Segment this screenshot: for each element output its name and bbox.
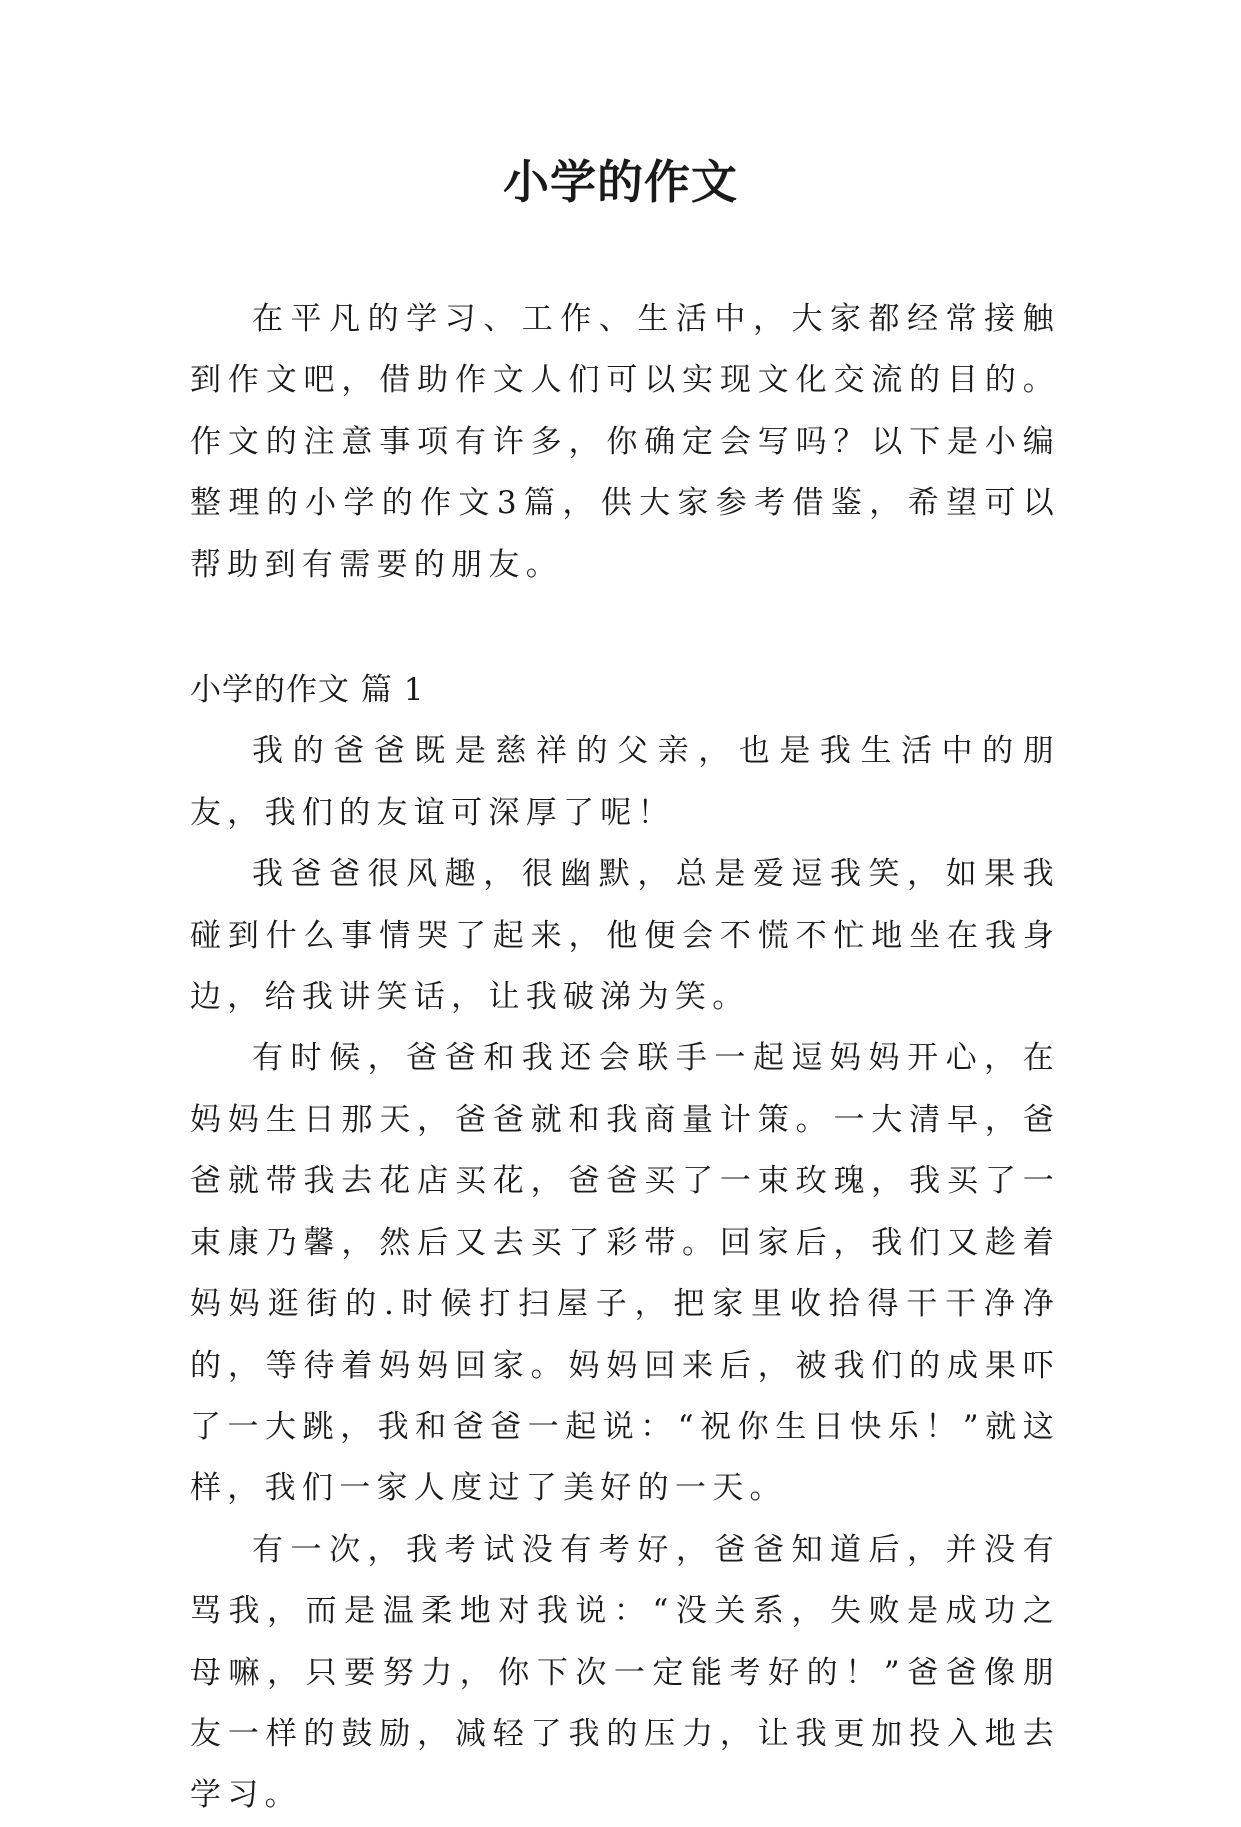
document-title: 小学的作文: [503, 155, 738, 209]
body-paragraph: 有时候，爸爸和我还会联手一起逗妈妈开心，在妈妈生日那天，爸爸就和我商量计策。一大清早，爸爸就带我去花店买花，爸爸买了一束玫瑰，我买了一束康乃馨，然后又去买了彩带。回家后，我们又趁着妈妈逛街的.时候打扫屋子，把家里收拾得干干净净的，等待着妈妈回家。妈妈回来后，被我们的成果吓了一大跳，我和爸爸一起说：“祝你生日快乐！”就这样，我们一家人度过了美好的一天。: [190, 1040, 1060, 1507]
document-body: [190, 289, 1060, 1827]
intro-paragraph: 在平凡的学习、工作、生活中，大家都经常接触到作文吧，借助作文人们可以实现文化交流的目的。作文的注意事项有许多，你确定会写吗？以下是小编整理的小学的作文3篇，供大家参考借鉴，希望可以帮助到有需要的朋友。: [190, 301, 1060, 583]
section-heading: 小学的作文 篇 1: [190, 672, 425, 709]
body-paragraph: 我的爸爸既是慈祥的父亲，也是我生活中的朋友，我们的友谊可深厚了呢！: [190, 733, 1060, 831]
body-paragraph: 我爸爸很风趣，很幽默，总是爱逗我笑，如果我碰到什么事情哭了起来，他便会不慌不忙地坐在我身边，给我讲笑话，让我破涕为笑。: [190, 856, 1060, 1016]
body-paragraph: 有一次，我考试没有考好，爸爸知道后，并没有骂我，而是温柔地对我说：“没关系，失败是成功之母嘛，只要努力，你下次一定能考好的！”爸爸像朋友一样的鼓励，减轻了我的压力，让我更加投入地去学习。: [190, 1531, 1060, 1814]
